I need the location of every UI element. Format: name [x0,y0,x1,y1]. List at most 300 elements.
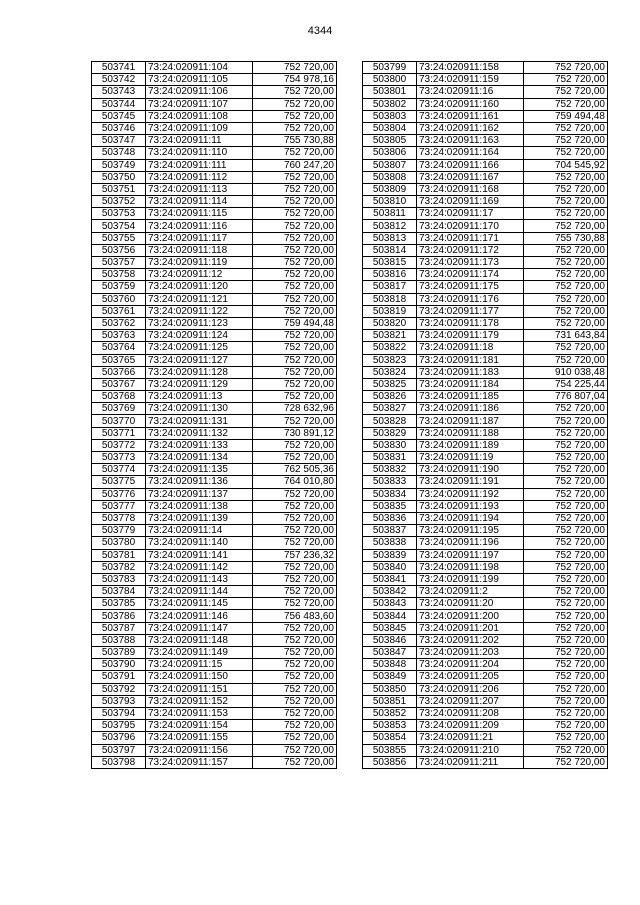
cadastral-number-cell: 73:24:020911:159 [417,74,524,86]
value-cell: 704 545,92 [524,159,608,171]
table-row [92,403,337,415]
value-cell: 752 720,00 [524,744,608,756]
record-id-cell: 503816 [363,269,417,281]
table-row [363,208,608,220]
table-row [363,598,608,610]
value-cell: 752 720,00 [253,671,337,683]
value-cell: 752 720,00 [524,671,608,683]
cadastral-number-cell: 73:24:020911:162 [417,122,524,134]
table-row [363,476,608,488]
table-row [92,549,337,561]
value-cell: 752 720,00 [253,598,337,610]
table-row [92,525,337,537]
record-id-cell: 503769 [92,403,146,415]
table-row [92,707,337,719]
record-id-cell: 503853 [363,720,417,732]
record-id-cell: 503790 [92,659,146,671]
record-id-cell: 503801 [363,86,417,98]
record-id-cell: 503776 [92,488,146,500]
record-id-cell: 503803 [363,110,417,122]
record-id-cell: 503844 [363,610,417,622]
record-id-cell: 503747 [92,135,146,147]
cadastral-number-cell: 73:24:020911:163 [417,135,524,147]
value-cell: 752 720,00 [253,183,337,195]
record-id-cell: 503758 [92,269,146,281]
table-row [363,452,608,464]
record-id-cell: 503812 [363,220,417,232]
record-id-cell: 503789 [92,647,146,659]
table-row [363,122,608,134]
value-cell: 752 720,00 [524,354,608,366]
record-id-cell: 503837 [363,525,417,537]
table-row [363,549,608,561]
cadastral-number-cell: 73:24:020911:152 [146,695,253,707]
table-row [92,598,337,610]
value-cell: 752 720,00 [253,171,337,183]
cadastral-number-cell: 73:24:020911:169 [417,196,524,208]
table-row [363,110,608,122]
table-row [92,647,337,659]
value-cell: 752 720,00 [524,220,608,232]
table-row [363,464,608,476]
cadastral-number-cell: 73:24:020911:148 [146,634,253,646]
table-row [363,415,608,427]
table-row [363,756,608,768]
cadastral-number-cell: 73:24:020911:158 [417,62,524,74]
value-cell: 752 720,00 [524,586,608,598]
cadastral-number-cell: 73:24:020911:119 [146,257,253,269]
cadastral-number-cell: 73:24:020911:204 [417,659,524,671]
cadastral-number-cell: 73:24:020911:141 [146,549,253,561]
table-row [363,330,608,342]
table-row [92,378,337,390]
cadastral-number-cell: 73:24:020911:200 [417,610,524,622]
table-row [92,354,337,366]
record-id-cell: 503794 [92,707,146,719]
record-id-cell: 503855 [363,744,417,756]
value-cell: 752 720,00 [253,86,337,98]
value-cell: 752 720,00 [253,537,337,549]
table-row [363,537,608,549]
value-cell: 752 720,00 [524,183,608,195]
record-id-cell: 503822 [363,342,417,354]
record-id-cell: 503839 [363,549,417,561]
record-id-cell: 503802 [363,98,417,110]
table-row [92,500,337,512]
cadastral-number-cell: 73:24:020911:146 [146,610,253,622]
record-id-cell: 503827 [363,403,417,415]
value-cell: 752 720,00 [253,415,337,427]
value-cell: 752 720,00 [524,659,608,671]
table-row [363,500,608,512]
value-cell: 752 720,00 [524,281,608,293]
record-id-cell: 503749 [92,159,146,171]
value-cell: 752 720,00 [524,427,608,439]
record-id-cell: 503762 [92,317,146,329]
value-cell: 752 720,00 [524,86,608,98]
value-cell: 752 720,00 [253,586,337,598]
record-id-cell: 503741 [92,62,146,74]
table-row [92,110,337,122]
cadastral-number-cell: 73:24:020911:173 [417,257,524,269]
value-cell: 776 807,04 [524,391,608,403]
value-cell: 752 720,00 [524,464,608,476]
cadastral-number-cell: 73:24:020911:174 [417,269,524,281]
value-cell: 752 720,00 [524,403,608,415]
value-cell: 762 505,36 [253,464,337,476]
record-id-cell: 503826 [363,391,417,403]
cadastral-number-cell: 73:24:020911:189 [417,439,524,451]
value-cell: 752 720,00 [524,720,608,732]
table-row [363,74,608,86]
table-row [92,171,337,183]
record-id-cell: 503842 [363,586,417,598]
cadastral-number-cell: 73:24:020911:153 [146,707,253,719]
cadastral-number-cell: 73:24:020911:181 [417,354,524,366]
table-row [92,732,337,744]
table-row [363,171,608,183]
cadastral-number-cell: 73:24:020911:170 [417,220,524,232]
record-id-cell: 503781 [92,549,146,561]
cadastral-number-cell: 73:24:020911:157 [146,756,253,768]
table-row [92,147,337,159]
table-row [92,159,337,171]
record-id-cell: 503751 [92,183,146,195]
table-row [363,610,608,622]
table-row [363,257,608,269]
table-row [363,378,608,390]
cadastral-number-cell: 73:24:020911:2 [417,586,524,598]
cadastral-number-cell: 73:24:020911:18 [417,342,524,354]
table-row [92,756,337,768]
value-cell: 752 720,00 [524,549,608,561]
cadastral-number-cell: 73:24:020911:196 [417,537,524,549]
record-id-cell: 503800 [363,74,417,86]
value-cell: 752 720,00 [524,610,608,622]
record-id-cell: 503824 [363,366,417,378]
record-id-cell: 503828 [363,415,417,427]
cadastral-number-cell: 73:24:020911:191 [417,476,524,488]
record-id-cell: 503744 [92,98,146,110]
cadastral-number-cell: 73:24:020911:206 [417,683,524,695]
table-row [363,561,608,573]
left-table [91,61,337,769]
table-row [363,196,608,208]
value-cell: 752 720,00 [253,561,337,573]
record-id-cell: 503811 [363,208,417,220]
record-id-cell: 503755 [92,232,146,244]
cadastral-number-cell: 73:24:020911:184 [417,378,524,390]
table-row [92,122,337,134]
record-id-cell: 503767 [92,378,146,390]
cadastral-number-cell: 73:24:020911:144 [146,586,253,598]
table-row [92,269,337,281]
value-cell: 752 720,00 [253,622,337,634]
cadastral-number-cell: 73:24:020911:11 [146,135,253,147]
cadastral-number-cell: 73:24:020911:198 [417,561,524,573]
value-cell: 910 038,48 [524,366,608,378]
value-cell: 752 720,00 [524,135,608,147]
cadastral-number-cell: 73:24:020911:105 [146,74,253,86]
cadastral-number-cell: 73:24:020911:188 [417,427,524,439]
record-id-cell: 503792 [92,683,146,695]
cadastral-number-cell: 73:24:020911:167 [417,171,524,183]
record-id-cell: 503846 [363,634,417,646]
table-row [363,488,608,500]
table-row [92,720,337,732]
record-id-cell: 503819 [363,305,417,317]
table-row [92,586,337,598]
value-cell: 752 720,00 [253,391,337,403]
record-id-cell: 503742 [92,74,146,86]
value-cell: 752 720,00 [524,573,608,585]
value-cell: 752 720,00 [253,62,337,74]
table-row [92,561,337,573]
cadastral-number-cell: 73:24:020911:111 [146,159,253,171]
value-cell: 752 720,00 [253,122,337,134]
cadastral-number-cell: 73:24:020911:143 [146,573,253,585]
page-number: 4344 [307,25,333,37]
cadastral-number-cell: 73:24:020911:132 [146,427,253,439]
cadastral-number-cell: 73:24:020911:199 [417,573,524,585]
cadastral-number-cell: 73:24:020911:171 [417,232,524,244]
record-id-cell: 503845 [363,622,417,634]
table-row [92,98,337,110]
value-cell: 752 720,00 [524,500,608,512]
cadastral-number-cell: 73:24:020911:151 [146,683,253,695]
table-row [92,452,337,464]
value-cell: 752 720,00 [253,707,337,719]
value-cell: 757 236,32 [253,549,337,561]
record-id-cell: 503757 [92,257,146,269]
record-id-cell: 503788 [92,634,146,646]
value-cell: 752 720,00 [253,573,337,585]
value-cell: 752 720,00 [253,634,337,646]
value-cell: 756 483,60 [253,610,337,622]
table-row [92,244,337,256]
value-cell: 752 720,00 [253,330,337,342]
record-id-cell: 503745 [92,110,146,122]
cadastral-number-cell: 73:24:020911:140 [146,537,253,549]
value-cell: 752 720,00 [253,269,337,281]
table-row [363,391,608,403]
cadastral-number-cell: 73:24:020911:187 [417,415,524,427]
cadastral-number-cell: 73:24:020911:160 [417,98,524,110]
table-row [363,683,608,695]
value-cell: 752 720,00 [253,354,337,366]
value-cell: 752 720,00 [253,500,337,512]
record-id-cell: 503764 [92,342,146,354]
record-id-cell: 503807 [363,159,417,171]
table-row [92,135,337,147]
value-cell: 752 720,00 [253,196,337,208]
value-cell: 752 720,00 [524,634,608,646]
cadastral-number-cell: 73:24:020911:12 [146,269,253,281]
record-id-cell: 503773 [92,452,146,464]
record-id-cell: 503810 [363,196,417,208]
table-row [92,415,337,427]
table-row [363,573,608,585]
record-id-cell: 503851 [363,695,417,707]
cadastral-number-cell: 73:24:020911:128 [146,366,253,378]
table-row [92,464,337,476]
cadastral-number-cell: 73:24:020911:139 [146,512,253,524]
record-id-cell: 503770 [92,415,146,427]
cadastral-number-cell: 73:24:020911:120 [146,281,253,293]
value-cell: 752 720,00 [524,683,608,695]
table-row [363,354,608,366]
value-cell: 752 720,00 [253,488,337,500]
table-row [363,720,608,732]
record-id-cell: 503750 [92,171,146,183]
value-cell: 752 720,00 [524,244,608,256]
record-id-cell: 503831 [363,452,417,464]
value-cell: 752 720,00 [524,342,608,354]
cadastral-number-cell: 73:24:020911:134 [146,452,253,464]
record-id-cell: 503774 [92,464,146,476]
table-row [92,305,337,317]
value-cell: 752 720,00 [253,366,337,378]
cadastral-number-cell: 73:24:020911:21 [417,732,524,744]
value-cell: 752 720,00 [524,98,608,110]
record-id-cell: 503798 [92,756,146,768]
value-cell: 752 720,00 [524,208,608,220]
table-row [363,403,608,415]
table-row [92,476,337,488]
record-id-cell: 503753 [92,208,146,220]
table-row [92,537,337,549]
value-cell: 752 720,00 [524,488,608,500]
record-id-cell: 503754 [92,220,146,232]
value-cell: 728 632,96 [253,403,337,415]
value-cell: 752 720,00 [253,756,337,768]
record-id-cell: 503748 [92,147,146,159]
cadastral-number-cell: 73:24:020911:207 [417,695,524,707]
value-cell: 752 720,00 [524,257,608,269]
table-row [92,671,337,683]
table-row [363,220,608,232]
table-row [92,220,337,232]
value-cell: 764 010,80 [253,476,337,488]
table-row [363,269,608,281]
value-cell: 752 720,00 [524,561,608,573]
value-cell: 752 720,00 [524,707,608,719]
value-cell: 752 720,00 [524,452,608,464]
record-id-cell: 503838 [363,537,417,549]
record-id-cell: 503763 [92,330,146,342]
value-cell: 759 494,48 [524,110,608,122]
value-cell: 752 720,00 [253,281,337,293]
table-row [363,159,608,171]
record-id-cell: 503760 [92,293,146,305]
cadastral-number-cell: 73:24:020911:178 [417,317,524,329]
record-id-cell: 503835 [363,500,417,512]
value-cell: 755 730,88 [524,232,608,244]
cadastral-number-cell: 73:24:020911:155 [146,732,253,744]
cadastral-number-cell: 73:24:020911:115 [146,208,253,220]
cadastral-number-cell: 73:24:020911:104 [146,62,253,74]
record-id-cell: 503787 [92,622,146,634]
table-row [92,488,337,500]
record-id-cell: 503795 [92,720,146,732]
cadastral-number-cell: 73:24:020911:116 [146,220,253,232]
cadastral-number-cell: 73:24:020911:175 [417,281,524,293]
value-cell: 752 720,00 [524,525,608,537]
table-row [363,147,608,159]
record-id-cell: 503847 [363,647,417,659]
table-row [363,622,608,634]
record-id-cell: 503804 [363,122,417,134]
record-id-cell: 503840 [363,561,417,573]
cadastral-number-cell: 73:24:020911:106 [146,86,253,98]
table-row [92,391,337,403]
record-id-cell: 503809 [363,183,417,195]
table-row [92,62,337,74]
record-id-cell: 503815 [363,257,417,269]
table-row [363,317,608,329]
record-id-cell: 503765 [92,354,146,366]
table-row [92,232,337,244]
cadastral-number-cell: 73:24:020911:154 [146,720,253,732]
value-cell: 752 720,00 [253,305,337,317]
record-id-cell: 503782 [92,561,146,573]
cadastral-number-cell: 73:24:020911:136 [146,476,253,488]
record-id-cell: 503820 [363,317,417,329]
table-row [92,659,337,671]
value-cell: 752 720,00 [524,439,608,451]
value-cell: 752 720,00 [524,147,608,159]
table-row [92,342,337,354]
record-id-cell: 503817 [363,281,417,293]
record-id-cell: 503823 [363,354,417,366]
cadastral-number-cell: 73:24:020911:186 [417,403,524,415]
cadastral-number-cell: 73:24:020911:149 [146,647,253,659]
value-cell: 731 643,84 [524,330,608,342]
record-id-cell: 503761 [92,305,146,317]
cadastral-number-cell: 73:24:020911:201 [417,622,524,634]
record-id-cell: 503836 [363,512,417,524]
record-id-cell: 503766 [92,366,146,378]
value-cell: 730 891,12 [253,427,337,439]
table-row [92,330,337,342]
cadastral-number-cell: 73:24:020911:112 [146,171,253,183]
cadastral-number-cell: 73:24:020911:145 [146,598,253,610]
value-cell: 752 720,00 [524,622,608,634]
value-cell: 752 720,00 [253,110,337,122]
cadastral-number-cell: 73:24:020911:164 [417,147,524,159]
cadastral-number-cell: 73:24:020911:137 [146,488,253,500]
table-row [92,293,337,305]
value-cell: 752 720,00 [253,512,337,524]
record-id-cell: 503833 [363,476,417,488]
cadastral-number-cell: 73:24:020911:192 [417,488,524,500]
cadastral-number-cell: 73:24:020911:118 [146,244,253,256]
table-row [363,659,608,671]
value-cell: 752 720,00 [524,196,608,208]
table-row [92,683,337,695]
record-id-cell: 503785 [92,598,146,610]
record-id-cell: 503849 [363,671,417,683]
value-cell: 752 720,00 [253,220,337,232]
cadastral-number-cell: 73:24:020911:122 [146,305,253,317]
table-row [92,634,337,646]
value-cell: 754 978,16 [253,74,337,86]
table-row [92,74,337,86]
table-row [363,647,608,659]
table-row [363,305,608,317]
cadastral-number-cell: 73:24:020911:16 [417,86,524,98]
value-cell: 752 720,00 [524,317,608,329]
